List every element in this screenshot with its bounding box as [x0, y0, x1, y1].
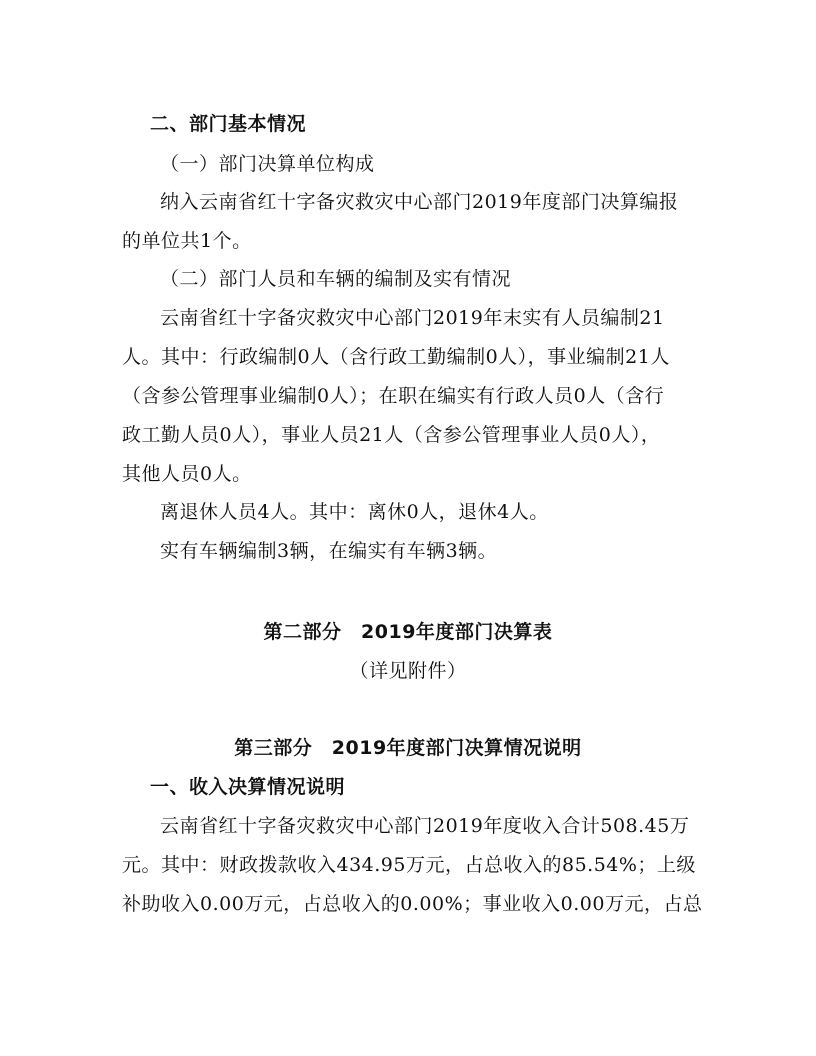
part-title: 第二部分 2019年度部门决算表 [263, 621, 553, 643]
part-note: （详见附件） [349, 660, 467, 682]
subsection-heading: （一）部门决算单位构成 [160, 153, 375, 175]
section-heading: 一、收入决算情况说明 [150, 776, 346, 798]
paragraph-line: 其他人员0人。 [122, 463, 252, 485]
part-title: 第三部分 2019年度部门决算情况说明 [234, 737, 582, 759]
paragraph-line: 实有车辆编制3辆，在编实有车辆3辆。 [160, 540, 498, 562]
paragraph-line: 政工勤人员0人），事业人员21人（含参公管理事业人员0人）， [122, 424, 661, 446]
paragraph-line: （含参公管理事业编制0人）；在职在编实有行政人员0人（含行 [122, 385, 665, 407]
paragraph-line: 的单位共1个。 [122, 230, 252, 252]
paragraph-line: 元。其中：财政拨款收入434.95万元，占总收入的85.54%；上级 [122, 854, 696, 876]
subsection-heading: （二）部门人员和车辆的编制及实有情况 [160, 268, 512, 290]
paragraph-line: 云南省红十字备灾救灾中心部门2019年度收入合计508.45万 [160, 815, 690, 837]
paragraph-line: 纳入云南省红十字备灾救灾中心部门2019年度部门决算编报 [160, 191, 679, 213]
paragraph-line: 离退休人员4人。其中：离休0人，退休4人。 [160, 501, 549, 523]
section-heading: 二、部门基本情况 [150, 113, 307, 135]
paragraph-line: 补助收入0.00万元，占总收入的0.00%；事业收入0.00万元，占总 [122, 893, 703, 915]
paragraph-line: 云南省红十字备灾救灾中心部门2019年末实有人员编制21 [160, 307, 665, 329]
paragraph-line: 人。其中：行政编制0人（含行政工勤编制0人），事业编制21人 [122, 346, 670, 368]
